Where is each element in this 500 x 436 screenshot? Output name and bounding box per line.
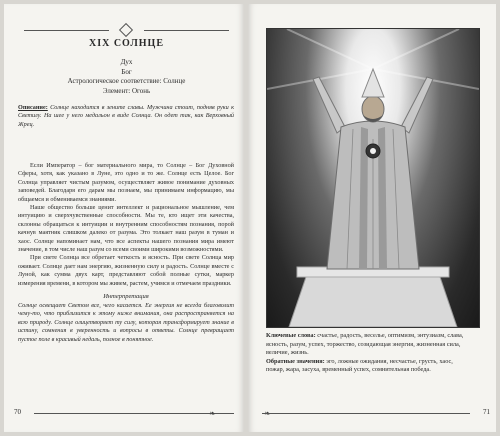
interpretation-text: Солнце освещает Светом все, чего касается. Ее энергия не всегда благоволит чему-то, что приблизится к этому ниже внимания, она распространяется на всю природу. Солнце олицетворяет ту силу, которая трансформирует знание в истину, сомнения в уверенность и вопросы в ответы. Солнце превращает пустое поле в красивый недаль, полное в понятное. bbox=[18, 302, 234, 343]
meta-element: Элемент: Огонь bbox=[102, 86, 151, 95]
right-page bbox=[248, 4, 496, 432]
meta-god: Бог bbox=[121, 67, 132, 76]
reversed-text: эго, ложные ожидания, несчастье, грусть, хаос, пожар, жара, засуха, временный успех, сомнительная победа. bbox=[266, 357, 453, 374]
description-text: Солнце находится в зените славы. Мужчина стоит, подняв руки к Светилу. На шее у него медальон в виде Солнца. Он одет так, как Верховный Жрец. bbox=[18, 104, 234, 128]
meta-spirit: Дух bbox=[120, 58, 133, 66]
description-label: Описание: bbox=[18, 104, 48, 111]
card-meta bbox=[24, 58, 229, 96]
sun-priest-illustration bbox=[266, 28, 480, 328]
header-rule-left bbox=[24, 30, 109, 31]
paragraph: Наше общество больше ценит интеллект и рациональное мышление, чем интуицию и сверхчувственные способности. Мы те, кто ищет эти качества, склонны обращаться к интуиции и внутренним способностям познания, порой качнув маятник слишком далеко от разума. Это толкает наш разум в туман и хаос. Солнце напоминает нам, что все аспекты нашего познания мира имеют значение, в том числе наш разум со всеми своими широкими возможностями. bbox=[18, 204, 234, 254]
card-description bbox=[18, 104, 234, 129]
meta-astro: Астрологическое соответствие: Солнце bbox=[67, 77, 186, 85]
paragraph: При свете Солнца все обретает четкость и ясность. При свете Солнца мир оживает. Солнце дает нам энергию, жизненную силу и радость. Солнце вместе с Луной, как сумма двух карт, представляют собой полные сутки, маркер измерения времени, в котором мы живем, растем, учимся и отмечаем праздники. bbox=[18, 254, 234, 287]
header-diamond bbox=[119, 23, 133, 37]
header-ornament bbox=[24, 24, 229, 36]
footer-ornament-icon: ❧ bbox=[209, 409, 216, 418]
keywords-label: Ключевые слова: bbox=[266, 332, 316, 339]
priest-figure-drawing bbox=[267, 29, 479, 327]
footer-rule bbox=[34, 413, 234, 414]
right-footer bbox=[262, 408, 490, 422]
paragraph: Если Император – бог материального мира, то Солнце – Бог Духовной Сферы, хотя, как указано в Луне, это одно и то же. Солнце есть Целое. Бог Солнца управляет чистым разумом, осуществляет живое понимание духовных заповедей. Благодаря его дарам мы познаем, мы принимаем информацию, мы общаемся и обмениваемся знаниями. bbox=[18, 162, 234, 203]
page-number-right: 71 bbox=[483, 408, 490, 416]
left-footer bbox=[14, 408, 239, 422]
main-text bbox=[18, 162, 234, 288]
chapter-title: XIX СОЛНЦЕ bbox=[88, 38, 164, 49]
page-number-left: 70 bbox=[14, 408, 21, 416]
keywords-block bbox=[266, 332, 466, 375]
left-page bbox=[4, 4, 244, 432]
keywords-text: счастье, радость, веселье, оптимизм, энтузиазм, слава, ясность, разум, успех, торжество, созидающая энергия, жизненная сила, величие, жизнь. bbox=[266, 332, 464, 357]
interpretation-title: Интерпретация bbox=[103, 293, 149, 300]
footer-rule bbox=[262, 413, 470, 414]
reversed-label: Обратные значения: bbox=[266, 357, 325, 365]
header-rule-right bbox=[144, 30, 229, 31]
